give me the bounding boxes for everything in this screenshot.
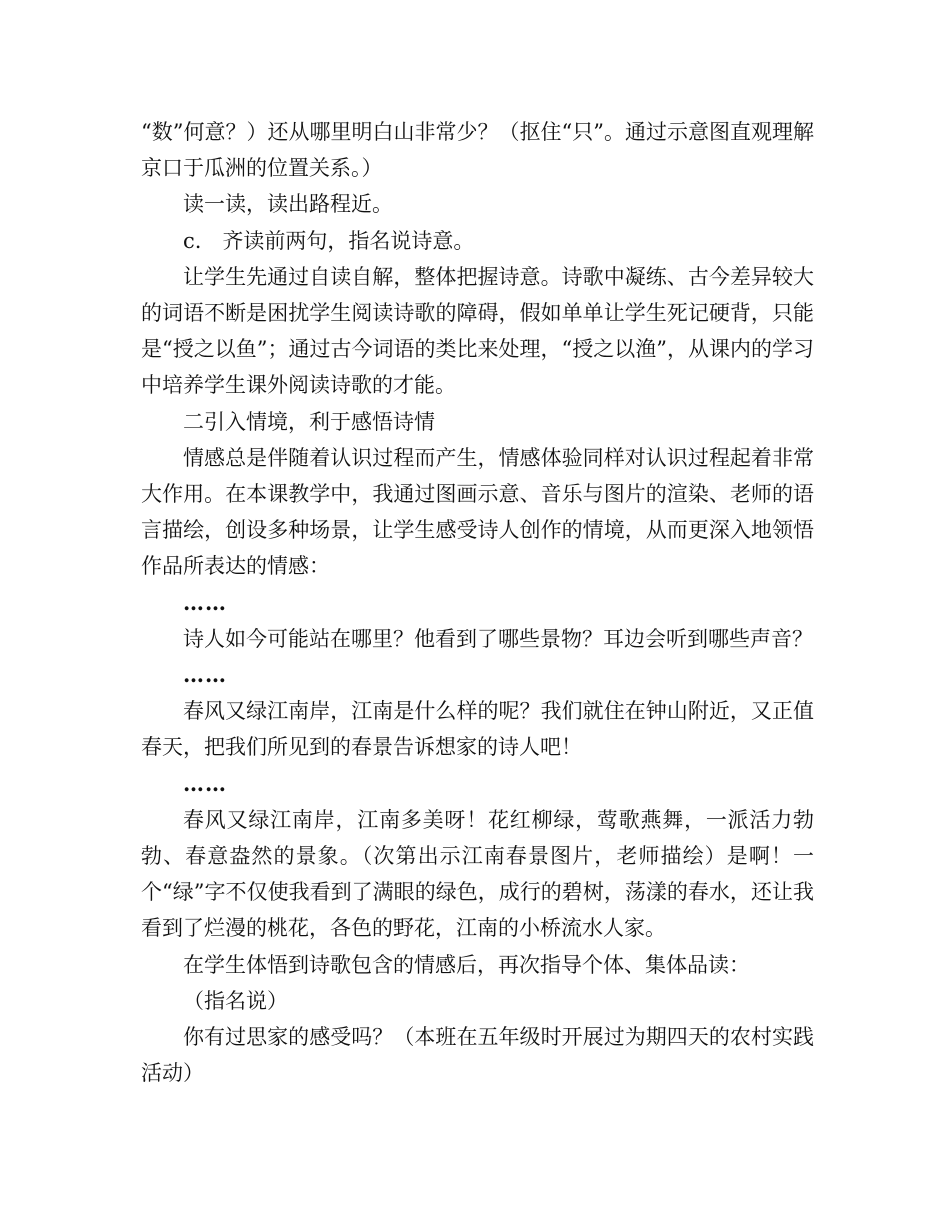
paragraph-guided-reading: 在学生体悟到诗歌包含的情感后，再次指导个体、集体品读： — [183, 952, 750, 977]
paragraph-poet-position: 诗人如今可能站在哪里？他看到了哪些景物？耳边会听到哪些声音？ — [183, 626, 813, 651]
paragraph-continuation: “数”何意？）还从哪里明白山非常少？（抠住“只”。通过示意图直观理解京口于瓜洲的位置关系。） — [141, 120, 814, 181]
ellipsis-1: …… — [183, 589, 227, 615]
paragraph-read-distance: 读一读，读出路程近。 — [183, 192, 393, 217]
section-heading-situation: 二引入情境，利于感悟诗情 — [183, 409, 435, 434]
paragraph-emotion: 情感总是伴随着认识过程而产生，情感体验同样对认识过程起着非常大作用。在本课教学中，我通过图画示意、音乐与图片的渲染、老师的语言描绘，创设多种场景，让学生感受诗人创作的情境，从而更深入地领悟作品所表达的情感： — [141, 445, 814, 579]
paragraph-step-c: c. 齐读前两句，指名说诗意。 — [183, 228, 475, 253]
ellipsis-3: …… — [183, 770, 227, 796]
paragraph-jiangnan-spring: 春风又绿江南岸，江南多美呀！花红柳绿，莺歌燕舞，一派活力勃勃、春意盎然的景象。（次第出示江南春景图片，老师描绘）是啊！一个“绿”字不仅使我看到了满眼的绿色，成行的碧树，荡漾的春水，还让我看到了烂漫的桃花，各色的野花，江南的小桥流水人家。 — [141, 807, 814, 941]
ellipsis-2: …… — [183, 662, 227, 688]
document-body — [141, 114, 814, 1091]
paragraph-self-study: 让学生先通过自读自解，整体把握诗意。诗歌中凝练、古今差异较大的词语不断是困扰学生阅读诗歌的障碍，假如单单让学生死记硬背，只能是“授之以鱼”；通过古今词语的类比来处理，“授之以渔”，从课内的学习中培养学生课外阅读诗歌的才能。 — [141, 264, 814, 398]
paragraph-homesick: 你有过思家的感受吗？（本班在五年级时开展过为期四天的农村实践活动） — [141, 1025, 814, 1086]
paragraph-jiangnan-question: 春风又绿江南岸，江南是什么样的呢？我们就住在钟山附近，又正值春天，把我们所见到的春景告诉想家的诗人吧！ — [141, 699, 814, 760]
paragraph-name-call: （指名说） — [183, 988, 288, 1013]
